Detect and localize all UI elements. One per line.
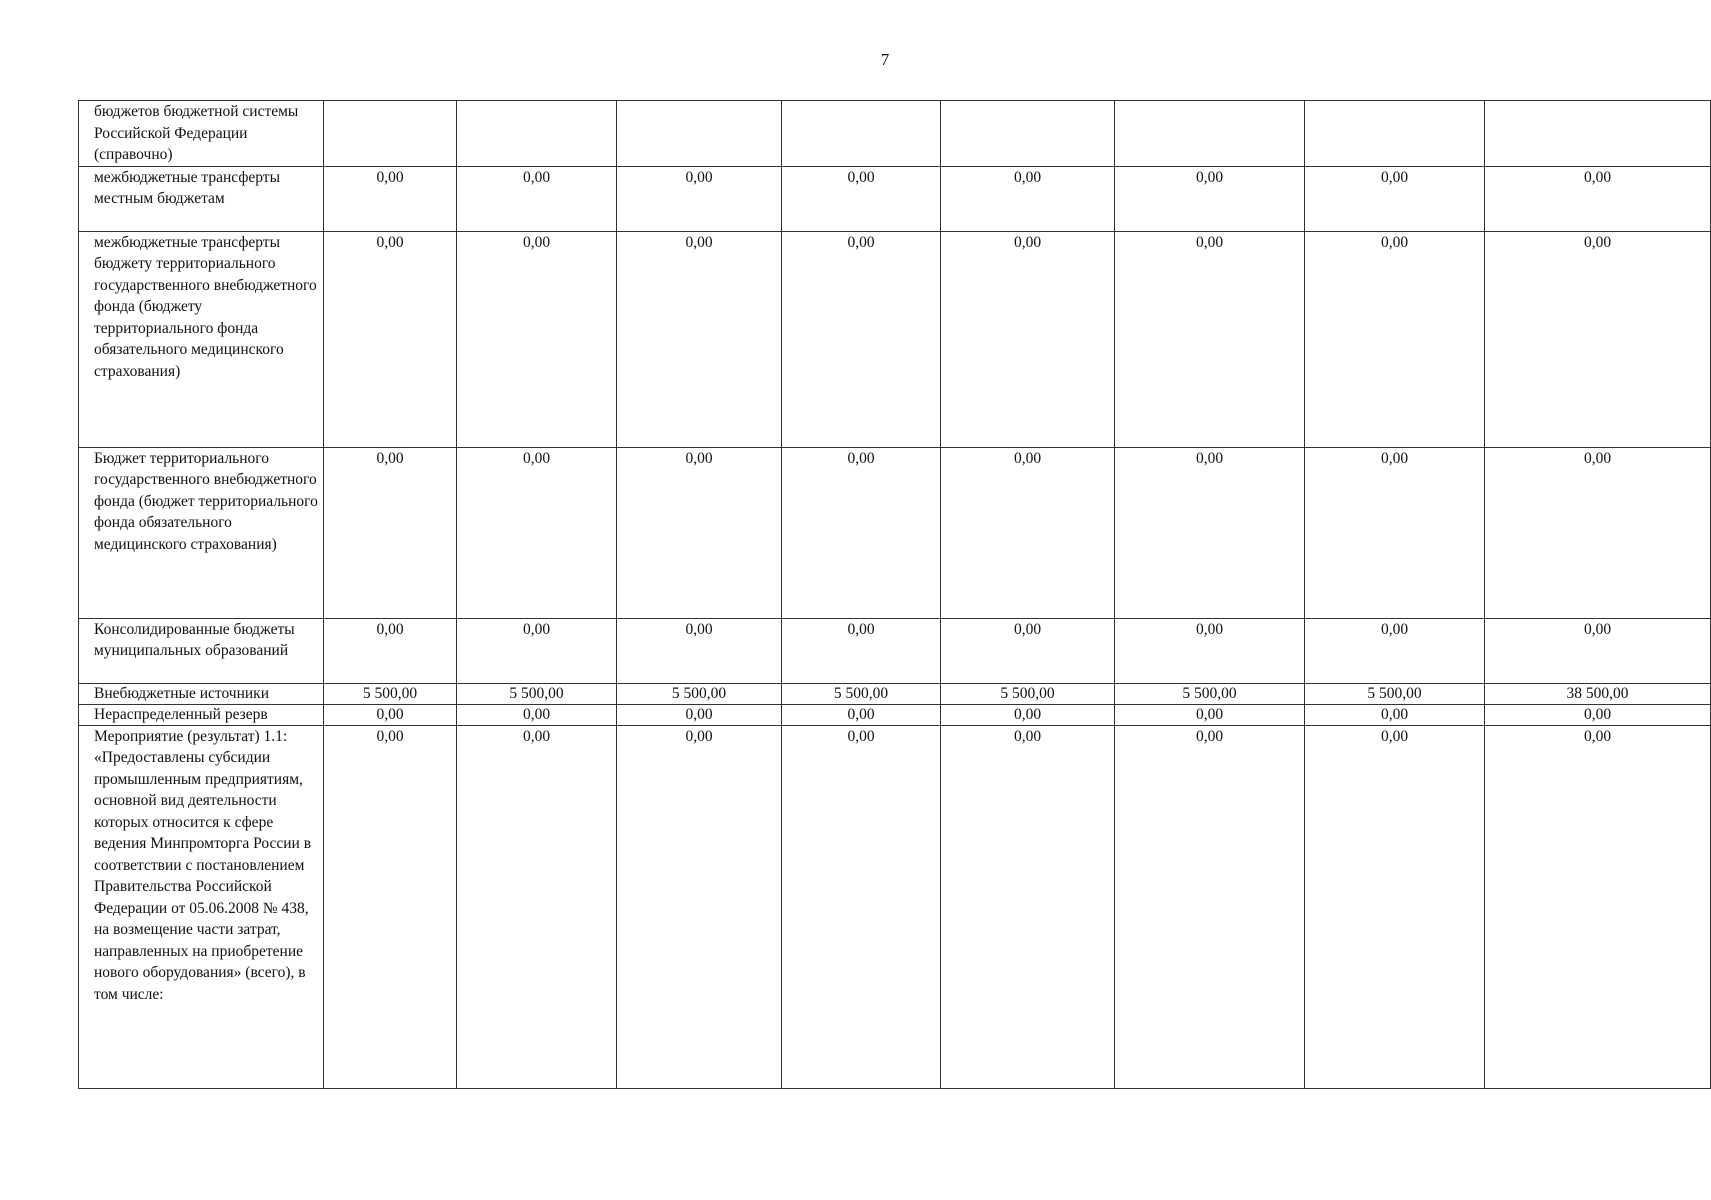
cell-value: 0,00 [941,704,1115,725]
cell-value: 0,00 [1305,447,1485,618]
cell-value: 0,00 [1115,231,1305,447]
page-number: 7 [880,50,890,69]
table-row [79,447,1711,618]
cell-value: 0,00 [324,725,457,1088]
cell-value: 0,00 [782,447,941,618]
cell-value: 5 500,00 [1305,683,1485,704]
cell-value [782,101,941,167]
table-row [79,166,1711,231]
cell-value: 0,00 [324,166,457,231]
cell-value: 0,00 [1305,231,1485,447]
cell-value: 0,00 [1485,725,1711,1088]
row-label: межбюджетные трансферты местным бюджетам [79,166,324,231]
cell-value: 5 500,00 [941,683,1115,704]
cell-value: 0,00 [1305,725,1485,1088]
cell-value: 0,00 [617,447,782,618]
cell-value: 0,00 [1305,166,1485,231]
cell-value: 0,00 [782,725,941,1088]
cell-value: 0,00 [324,704,457,725]
cell-value: 0,00 [941,618,1115,683]
cell-value: 0,00 [1305,618,1485,683]
cell-value: 0,00 [1485,166,1711,231]
cell-value: 0,00 [1115,166,1305,231]
cell-value: 0,00 [1115,725,1305,1088]
row-label: бюджетов бюджетной системы Российской Федерации (справочно) [79,101,324,167]
cell-value: 0,00 [617,725,782,1088]
cell-value: 0,00 [324,618,457,683]
cell-value [457,101,617,167]
cell-value: 5 500,00 [1115,683,1305,704]
table-row [79,704,1711,725]
cell-value: 0,00 [457,618,617,683]
cell-value [1115,101,1305,167]
table-row [79,231,1711,447]
budget-table [78,100,1711,1089]
cell-value: 0,00 [782,618,941,683]
cell-value: 0,00 [457,704,617,725]
cell-value: 38 500,00 [1485,683,1711,704]
cell-value: 0,00 [1485,704,1711,725]
cell-value [941,101,1115,167]
cell-value: 0,00 [457,166,617,231]
cell-value: 0,00 [1485,231,1711,447]
row-label: межбюджетные трансферты бюджету территориального государственного внебюджетного фонда (бюджету территориального фонда обязательного медицинского страхования) [79,231,324,447]
cell-value: 0,00 [1115,618,1305,683]
cell-value: 0,00 [1485,447,1711,618]
cell-value: 0,00 [457,231,617,447]
table-row [79,683,1711,704]
row-label: Внебюджетные источники [79,683,324,704]
cell-value: 0,00 [782,166,941,231]
cell-value [1305,101,1485,167]
cell-value: 0,00 [617,704,782,725]
table-row [79,725,1711,1088]
cell-value: 5 500,00 [457,683,617,704]
cell-value: 0,00 [457,447,617,618]
table-row [79,101,1711,167]
cell-value: 0,00 [941,725,1115,1088]
cell-value: 0,00 [941,447,1115,618]
cell-value: 0,00 [1115,704,1305,725]
cell-value [617,101,782,167]
cell-value: 0,00 [941,231,1115,447]
cell-value [324,101,457,167]
cell-value: 0,00 [324,447,457,618]
cell-value: 0,00 [617,618,782,683]
row-label: Консолидированные бюджеты муниципальных образований [79,618,324,683]
row-label: Мероприятие (результат) 1.1: «Предоставлены субсидии промышленным предприятиям, основной вид деятельности которых относится к сфере ведения Минпромторга России в соответствии с постановлением Правительства Российской Федерации от 05.06.2008 № 438, на возмещение части затрат, направленных на приобретение нового оборудования» (всего), в том числе: [79,725,324,1088]
cell-value: 5 500,00 [782,683,941,704]
cell-value: 0,00 [324,231,457,447]
cell-value: 0,00 [941,166,1115,231]
cell-value: 5 500,00 [324,683,457,704]
cell-value: 0,00 [617,166,782,231]
cell-value: 0,00 [1485,618,1711,683]
cell-value: 5 500,00 [617,683,782,704]
cell-value [1485,101,1711,167]
cell-value: 0,00 [782,704,941,725]
cell-value: 0,00 [617,231,782,447]
row-label: Нераспределенный резерв [79,704,324,725]
row-label: Бюджет территориального государственного внебюджетного фонда (бюджет территориального фонда обязательного медицинского страхования) [79,447,324,618]
cell-value: 0,00 [782,231,941,447]
cell-value: 0,00 [1115,447,1305,618]
table-row [79,618,1711,683]
cell-value: 0,00 [1305,704,1485,725]
cell-value: 0,00 [457,725,617,1088]
